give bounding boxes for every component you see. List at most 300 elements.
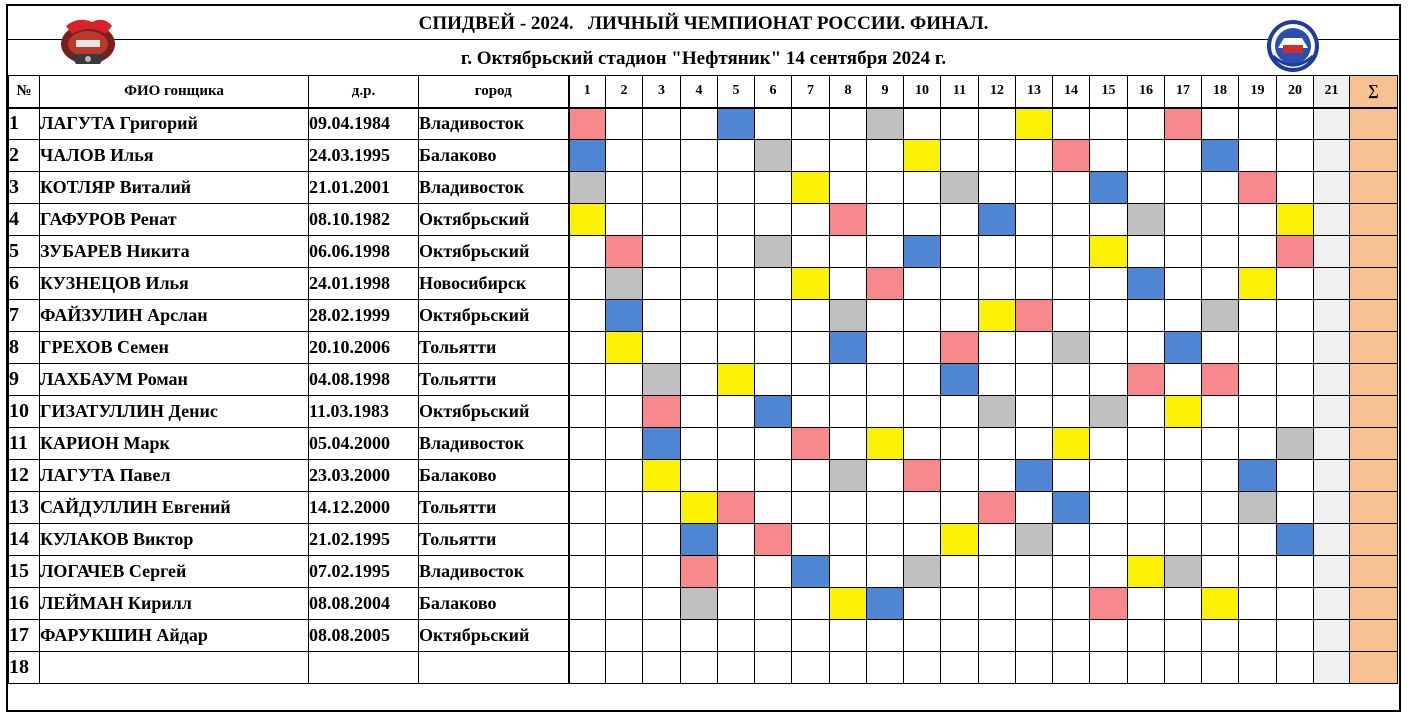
heat-cell-red bbox=[792, 428, 830, 460]
heat-cell bbox=[1202, 172, 1239, 204]
heat-cell bbox=[830, 172, 867, 204]
heat-cell bbox=[643, 236, 681, 268]
heat-cell bbox=[792, 300, 830, 332]
heat-cell bbox=[904, 172, 941, 204]
heat-cell bbox=[606, 428, 643, 460]
rider-city: Балаково bbox=[419, 140, 569, 172]
col-header-heat: 12 bbox=[979, 76, 1016, 108]
heat-cell bbox=[1277, 556, 1314, 588]
heat-cell bbox=[1128, 652, 1165, 684]
rider-row bbox=[9, 172, 1398, 204]
heat-cell bbox=[569, 300, 606, 332]
col-header-heat: 21 bbox=[1314, 76, 1350, 108]
heat-cell bbox=[867, 332, 904, 364]
heat-cell bbox=[904, 492, 941, 524]
heat-cell bbox=[681, 460, 718, 492]
speedway-logo-icon bbox=[58, 14, 118, 68]
col-header-num: № bbox=[9, 76, 40, 108]
heat-cell bbox=[1016, 620, 1053, 652]
heat-cell bbox=[979, 268, 1016, 300]
rider-city: Октябрьский bbox=[419, 300, 569, 332]
sum-cell bbox=[1350, 396, 1398, 428]
heat-cell bbox=[755, 492, 792, 524]
heat-cell bbox=[606, 652, 643, 684]
heat-cell bbox=[1165, 492, 1202, 524]
heat-cell bbox=[1090, 300, 1128, 332]
heat-cell bbox=[569, 620, 606, 652]
heat-cell-yellow bbox=[569, 204, 606, 236]
heat-cell-blue bbox=[1239, 460, 1277, 492]
heat-cell bbox=[867, 172, 904, 204]
col-header-heat: 18 bbox=[1202, 76, 1239, 108]
heat-cell-gray bbox=[1165, 556, 1202, 588]
heat-cell bbox=[792, 620, 830, 652]
heat-cell bbox=[1128, 332, 1165, 364]
heat-cell-red bbox=[1053, 140, 1090, 172]
rider-birthdate: 23.03.2000 bbox=[309, 460, 419, 492]
heat-cell bbox=[867, 620, 904, 652]
rider-number: 4 bbox=[9, 204, 40, 236]
heat-cell bbox=[755, 204, 792, 236]
heat-cell bbox=[904, 428, 941, 460]
header-row bbox=[9, 76, 1398, 108]
heat-cell bbox=[1128, 108, 1165, 140]
heat-cell bbox=[643, 652, 681, 684]
heat-cell bbox=[1165, 268, 1202, 300]
heat-cell bbox=[979, 332, 1016, 364]
rider-city: Новосибирск bbox=[419, 268, 569, 300]
heat-cell bbox=[830, 364, 867, 396]
heat-cell bbox=[569, 588, 606, 620]
heat-cell bbox=[792, 204, 830, 236]
heat-cell-red bbox=[755, 524, 792, 556]
heat-cell bbox=[643, 620, 681, 652]
heat-cell bbox=[1202, 556, 1239, 588]
sum-cell bbox=[1350, 524, 1398, 556]
col-header-dob: д.р. bbox=[309, 76, 419, 108]
col-header-heat: 2 bbox=[606, 76, 643, 108]
heat-cell bbox=[569, 556, 606, 588]
col-header-heat: 20 bbox=[1277, 76, 1314, 108]
col-header-heat: 11 bbox=[941, 76, 979, 108]
rider-number: 14 bbox=[9, 524, 40, 556]
heat-cell bbox=[1277, 108, 1314, 140]
heat-cell bbox=[904, 300, 941, 332]
heat-cell bbox=[606, 364, 643, 396]
heat-cell bbox=[755, 652, 792, 684]
rider-name: ЛАХБАУМ Роман bbox=[40, 364, 309, 396]
heat-cell bbox=[643, 268, 681, 300]
heat-cell bbox=[643, 140, 681, 172]
heat-cell bbox=[1239, 428, 1277, 460]
heat-cell bbox=[1239, 332, 1277, 364]
heat-cell bbox=[941, 588, 979, 620]
heat-cell-red bbox=[643, 396, 681, 428]
heat-cell-blue bbox=[867, 588, 904, 620]
heat-cell bbox=[792, 460, 830, 492]
heat-cell bbox=[755, 332, 792, 364]
heat-cell bbox=[1314, 204, 1350, 236]
rider-row bbox=[9, 396, 1398, 428]
heat-cell bbox=[606, 396, 643, 428]
heat-cell-blue bbox=[1090, 172, 1128, 204]
rider-city: Октябрьский bbox=[419, 396, 569, 428]
rider-row bbox=[9, 140, 1398, 172]
heat-cell bbox=[941, 396, 979, 428]
heat-cell bbox=[1165, 300, 1202, 332]
heat-cell bbox=[606, 492, 643, 524]
heat-cell-red bbox=[1016, 300, 1053, 332]
heat-cell bbox=[569, 492, 606, 524]
rider-birthdate: 28.02.1999 bbox=[309, 300, 419, 332]
results-table bbox=[8, 75, 1398, 684]
col-header-heat: 6 bbox=[755, 76, 792, 108]
heat-cell-blue bbox=[1165, 332, 1202, 364]
heat-cell bbox=[606, 556, 643, 588]
heat-cell bbox=[904, 524, 941, 556]
heat-cell bbox=[1314, 396, 1350, 428]
heat-cell-gray bbox=[1016, 524, 1053, 556]
rider-birthdate: 08.08.2005 bbox=[309, 620, 419, 652]
heat-cell-gray bbox=[1053, 332, 1090, 364]
rider-name: КАРИОН Марк bbox=[40, 428, 309, 460]
heat-cell bbox=[867, 140, 904, 172]
heat-cell bbox=[1239, 556, 1277, 588]
heat-cell bbox=[979, 460, 1016, 492]
heat-cell bbox=[1277, 460, 1314, 492]
rider-birthdate bbox=[309, 652, 419, 684]
rider-birthdate: 09.04.1984 bbox=[309, 108, 419, 140]
heat-cell bbox=[1239, 140, 1277, 172]
heat-cell bbox=[867, 204, 904, 236]
heat-cell bbox=[569, 268, 606, 300]
heat-cell-red bbox=[1090, 588, 1128, 620]
col-header-heat: 8 bbox=[830, 76, 867, 108]
heat-cell bbox=[1314, 428, 1350, 460]
heat-cell-gray bbox=[1277, 428, 1314, 460]
heat-cell bbox=[569, 428, 606, 460]
heat-cell bbox=[979, 428, 1016, 460]
heat-cell bbox=[1053, 588, 1090, 620]
heat-cell bbox=[1277, 172, 1314, 204]
speedway-results-sheet bbox=[6, 4, 1401, 712]
heat-cell bbox=[569, 364, 606, 396]
heat-cell bbox=[1016, 396, 1053, 428]
heat-cell bbox=[1202, 396, 1239, 428]
heat-cell bbox=[979, 652, 1016, 684]
heat-cell bbox=[1314, 588, 1350, 620]
heat-cell-yellow bbox=[1165, 396, 1202, 428]
heat-cell-blue bbox=[681, 524, 718, 556]
rider-number: 10 bbox=[9, 396, 40, 428]
col-header-sum: ∑ bbox=[1350, 76, 1398, 108]
heat-cell bbox=[830, 108, 867, 140]
rider-city: Октябрьский bbox=[419, 204, 569, 236]
heat-cell-blue bbox=[643, 428, 681, 460]
heat-cell-gray bbox=[979, 396, 1016, 428]
heat-cell bbox=[1314, 236, 1350, 268]
heat-cell-red bbox=[1239, 172, 1277, 204]
heat-cell bbox=[1053, 620, 1090, 652]
heat-cell bbox=[904, 332, 941, 364]
heat-cell bbox=[1277, 300, 1314, 332]
heat-cell bbox=[569, 236, 606, 268]
heat-cell bbox=[1090, 364, 1128, 396]
rider-row bbox=[9, 588, 1398, 620]
rider-number: 5 bbox=[9, 236, 40, 268]
rider-city: Тольятти bbox=[419, 364, 569, 396]
heat-cell bbox=[643, 332, 681, 364]
heat-cell-gray bbox=[941, 172, 979, 204]
rider-name: ЗУБАРЕВ Никита bbox=[40, 236, 309, 268]
heat-cell bbox=[1053, 204, 1090, 236]
rider-name: ГРЕХОВ Семен bbox=[40, 332, 309, 364]
heat-cell bbox=[792, 588, 830, 620]
heat-cell bbox=[681, 204, 718, 236]
heat-cell bbox=[1314, 620, 1350, 652]
heat-cell-yellow bbox=[1128, 556, 1165, 588]
rider-name: ФАРУКШИН Айдар bbox=[40, 620, 309, 652]
rider-birthdate: 11.03.1983 bbox=[309, 396, 419, 428]
rider-name: ФАЙЗУЛИН Арслан bbox=[40, 300, 309, 332]
heat-cell bbox=[1128, 172, 1165, 204]
heat-cell bbox=[830, 140, 867, 172]
heat-cell bbox=[569, 396, 606, 428]
heat-cell bbox=[1202, 652, 1239, 684]
heat-cell bbox=[681, 620, 718, 652]
heat-cell bbox=[606, 108, 643, 140]
heat-cell-red bbox=[1128, 364, 1165, 396]
rider-number: 7 bbox=[9, 300, 40, 332]
heat-cell bbox=[979, 236, 1016, 268]
heat-cell bbox=[904, 652, 941, 684]
heat-cell bbox=[1016, 236, 1053, 268]
heat-cell-gray bbox=[830, 460, 867, 492]
heat-cell bbox=[941, 428, 979, 460]
rider-name: ГАФУРОВ Ренат bbox=[40, 204, 309, 236]
heat-cell bbox=[569, 332, 606, 364]
heat-cell bbox=[1239, 204, 1277, 236]
heat-cell bbox=[1314, 268, 1350, 300]
rider-city: Владивосток bbox=[419, 556, 569, 588]
heat-cell bbox=[1314, 300, 1350, 332]
heat-cell bbox=[1239, 236, 1277, 268]
rider-number: 2 bbox=[9, 140, 40, 172]
heat-cell bbox=[606, 524, 643, 556]
heat-cell bbox=[1053, 172, 1090, 204]
heat-cell bbox=[1165, 524, 1202, 556]
rider-number: 1 bbox=[9, 108, 40, 140]
heat-cell-red bbox=[1277, 236, 1314, 268]
heat-cell bbox=[1128, 492, 1165, 524]
heat-cell bbox=[718, 300, 755, 332]
heat-cell bbox=[941, 492, 979, 524]
heat-cell-gray bbox=[569, 172, 606, 204]
heat-cell bbox=[941, 268, 979, 300]
heat-cell bbox=[1314, 524, 1350, 556]
col-header-heat: 1 bbox=[569, 76, 606, 108]
heat-cell bbox=[718, 524, 755, 556]
heat-cell-blue bbox=[718, 108, 755, 140]
heat-cell-gray bbox=[755, 140, 792, 172]
heat-cell bbox=[1314, 140, 1350, 172]
page-title: СПИДВЕЙ - 2024. ЛИЧНЫЙ ЧЕМПИОНАТ РОССИИ. ФИНАЛ. bbox=[8, 6, 1399, 40]
heat-cell bbox=[681, 140, 718, 172]
heat-cell-gray bbox=[755, 236, 792, 268]
rider-birthdate: 20.10.2006 bbox=[309, 332, 419, 364]
rider-city: Балаково bbox=[419, 460, 569, 492]
sum-cell bbox=[1350, 140, 1398, 172]
rider-city: Владивосток bbox=[419, 172, 569, 204]
heat-cell-blue bbox=[904, 236, 941, 268]
heat-cell bbox=[569, 524, 606, 556]
heat-cell bbox=[1053, 300, 1090, 332]
sum-cell bbox=[1350, 204, 1398, 236]
sum-cell bbox=[1350, 108, 1398, 140]
heat-cell-yellow bbox=[643, 460, 681, 492]
heat-cell bbox=[941, 652, 979, 684]
heat-cell bbox=[569, 652, 606, 684]
heat-cell bbox=[606, 620, 643, 652]
heat-cell bbox=[941, 140, 979, 172]
heat-cell bbox=[606, 140, 643, 172]
heat-cell bbox=[867, 236, 904, 268]
heat-cell-red bbox=[830, 204, 867, 236]
heat-cell bbox=[643, 524, 681, 556]
heat-cell-gray bbox=[606, 268, 643, 300]
heat-cell bbox=[643, 300, 681, 332]
rider-city bbox=[419, 652, 569, 684]
heat-cell bbox=[1202, 268, 1239, 300]
rider-city: Тольятти bbox=[419, 332, 569, 364]
heat-cell bbox=[1016, 204, 1053, 236]
col-header-heat: 10 bbox=[904, 76, 941, 108]
col-header-heat: 17 bbox=[1165, 76, 1202, 108]
col-header-heat: 5 bbox=[718, 76, 755, 108]
heat-cell bbox=[1128, 300, 1165, 332]
heat-cell bbox=[1016, 268, 1053, 300]
heat-cell bbox=[867, 652, 904, 684]
heat-cell bbox=[1016, 588, 1053, 620]
rider-number: 11 bbox=[9, 428, 40, 460]
rider-number: 16 bbox=[9, 588, 40, 620]
rider-number: 3 bbox=[9, 172, 40, 204]
heat-cell-red bbox=[681, 556, 718, 588]
rider-birthdate: 14.12.2000 bbox=[309, 492, 419, 524]
heat-cell bbox=[755, 556, 792, 588]
rider-city: Октябрьский bbox=[419, 236, 569, 268]
heat-cell bbox=[1277, 268, 1314, 300]
rider-birthdate: 08.08.2004 bbox=[309, 588, 419, 620]
heat-cell-blue bbox=[1277, 524, 1314, 556]
heat-cell bbox=[1165, 620, 1202, 652]
sum-cell bbox=[1350, 652, 1398, 684]
rider-name: ЛОГАЧЕВ Сергей bbox=[40, 556, 309, 588]
rider-city: Балаково bbox=[419, 588, 569, 620]
heat-cell bbox=[979, 140, 1016, 172]
heat-cell bbox=[606, 204, 643, 236]
heat-cell bbox=[867, 460, 904, 492]
heat-cell-red bbox=[1202, 364, 1239, 396]
heat-cell bbox=[1053, 268, 1090, 300]
rider-birthdate: 04.08.1998 bbox=[309, 364, 419, 396]
rider-name: КУЗНЕЦОВ Илья bbox=[40, 268, 309, 300]
heat-cell bbox=[755, 268, 792, 300]
rider-city: Октябрьский bbox=[419, 620, 569, 652]
col-header-heat: 16 bbox=[1128, 76, 1165, 108]
sum-cell bbox=[1350, 332, 1398, 364]
rider-name: ЛЕЙМАН Кирилл bbox=[40, 588, 309, 620]
heat-cell-yellow bbox=[1202, 588, 1239, 620]
heat-cell bbox=[1090, 268, 1128, 300]
heat-cell bbox=[1128, 428, 1165, 460]
heat-cell bbox=[643, 556, 681, 588]
heat-cell-blue bbox=[569, 140, 606, 172]
heat-cell bbox=[792, 332, 830, 364]
heat-cell-red bbox=[606, 236, 643, 268]
heat-cell bbox=[1202, 428, 1239, 460]
heat-cell bbox=[606, 588, 643, 620]
heat-cell bbox=[1090, 108, 1128, 140]
col-header-heat: 4 bbox=[681, 76, 718, 108]
heat-cell-yellow bbox=[1239, 268, 1277, 300]
rider-number: 18 bbox=[9, 652, 40, 684]
rider-number: 6 bbox=[9, 268, 40, 300]
heat-cell bbox=[1239, 620, 1277, 652]
rider-number: 17 bbox=[9, 620, 40, 652]
heat-cell bbox=[1090, 460, 1128, 492]
heat-cell bbox=[1016, 428, 1053, 460]
heat-cell bbox=[941, 300, 979, 332]
heat-cell bbox=[830, 492, 867, 524]
heat-cell bbox=[830, 236, 867, 268]
heat-cell-blue bbox=[979, 204, 1016, 236]
heat-cell bbox=[1128, 460, 1165, 492]
heat-cell-blue bbox=[1016, 460, 1053, 492]
heat-cell bbox=[1277, 140, 1314, 172]
heat-cell bbox=[1053, 108, 1090, 140]
heat-cell bbox=[830, 620, 867, 652]
rider-name: САЙДУЛЛИН Евгений bbox=[40, 492, 309, 524]
heat-cell bbox=[792, 140, 830, 172]
rider-row bbox=[9, 556, 1398, 588]
heat-cell bbox=[1314, 492, 1350, 524]
heat-cell bbox=[979, 108, 1016, 140]
rider-number: 8 bbox=[9, 332, 40, 364]
heat-cell bbox=[1053, 396, 1090, 428]
rider-birthdate: 05.04.2000 bbox=[309, 428, 419, 460]
rider-number: 12 bbox=[9, 460, 40, 492]
heat-cell bbox=[1090, 332, 1128, 364]
heat-cell bbox=[904, 204, 941, 236]
rider-birthdate: 07.02.1995 bbox=[309, 556, 419, 588]
heat-cell bbox=[755, 108, 792, 140]
heat-cell bbox=[718, 556, 755, 588]
sum-cell bbox=[1350, 300, 1398, 332]
col-header-heat: 3 bbox=[643, 76, 681, 108]
heat-cell-red bbox=[979, 492, 1016, 524]
heat-cell bbox=[867, 364, 904, 396]
col-header-city: город bbox=[419, 76, 569, 108]
heat-cell bbox=[792, 364, 830, 396]
heat-cell-yellow bbox=[792, 268, 830, 300]
footer-row bbox=[8, 680, 1399, 710]
heat-cell bbox=[1128, 396, 1165, 428]
heat-cell bbox=[979, 172, 1016, 204]
rider-birthdate: 21.01.2001 bbox=[309, 172, 419, 204]
heat-cell bbox=[1277, 364, 1314, 396]
rider-name: КУЛАКОВ Виктор bbox=[40, 524, 309, 556]
